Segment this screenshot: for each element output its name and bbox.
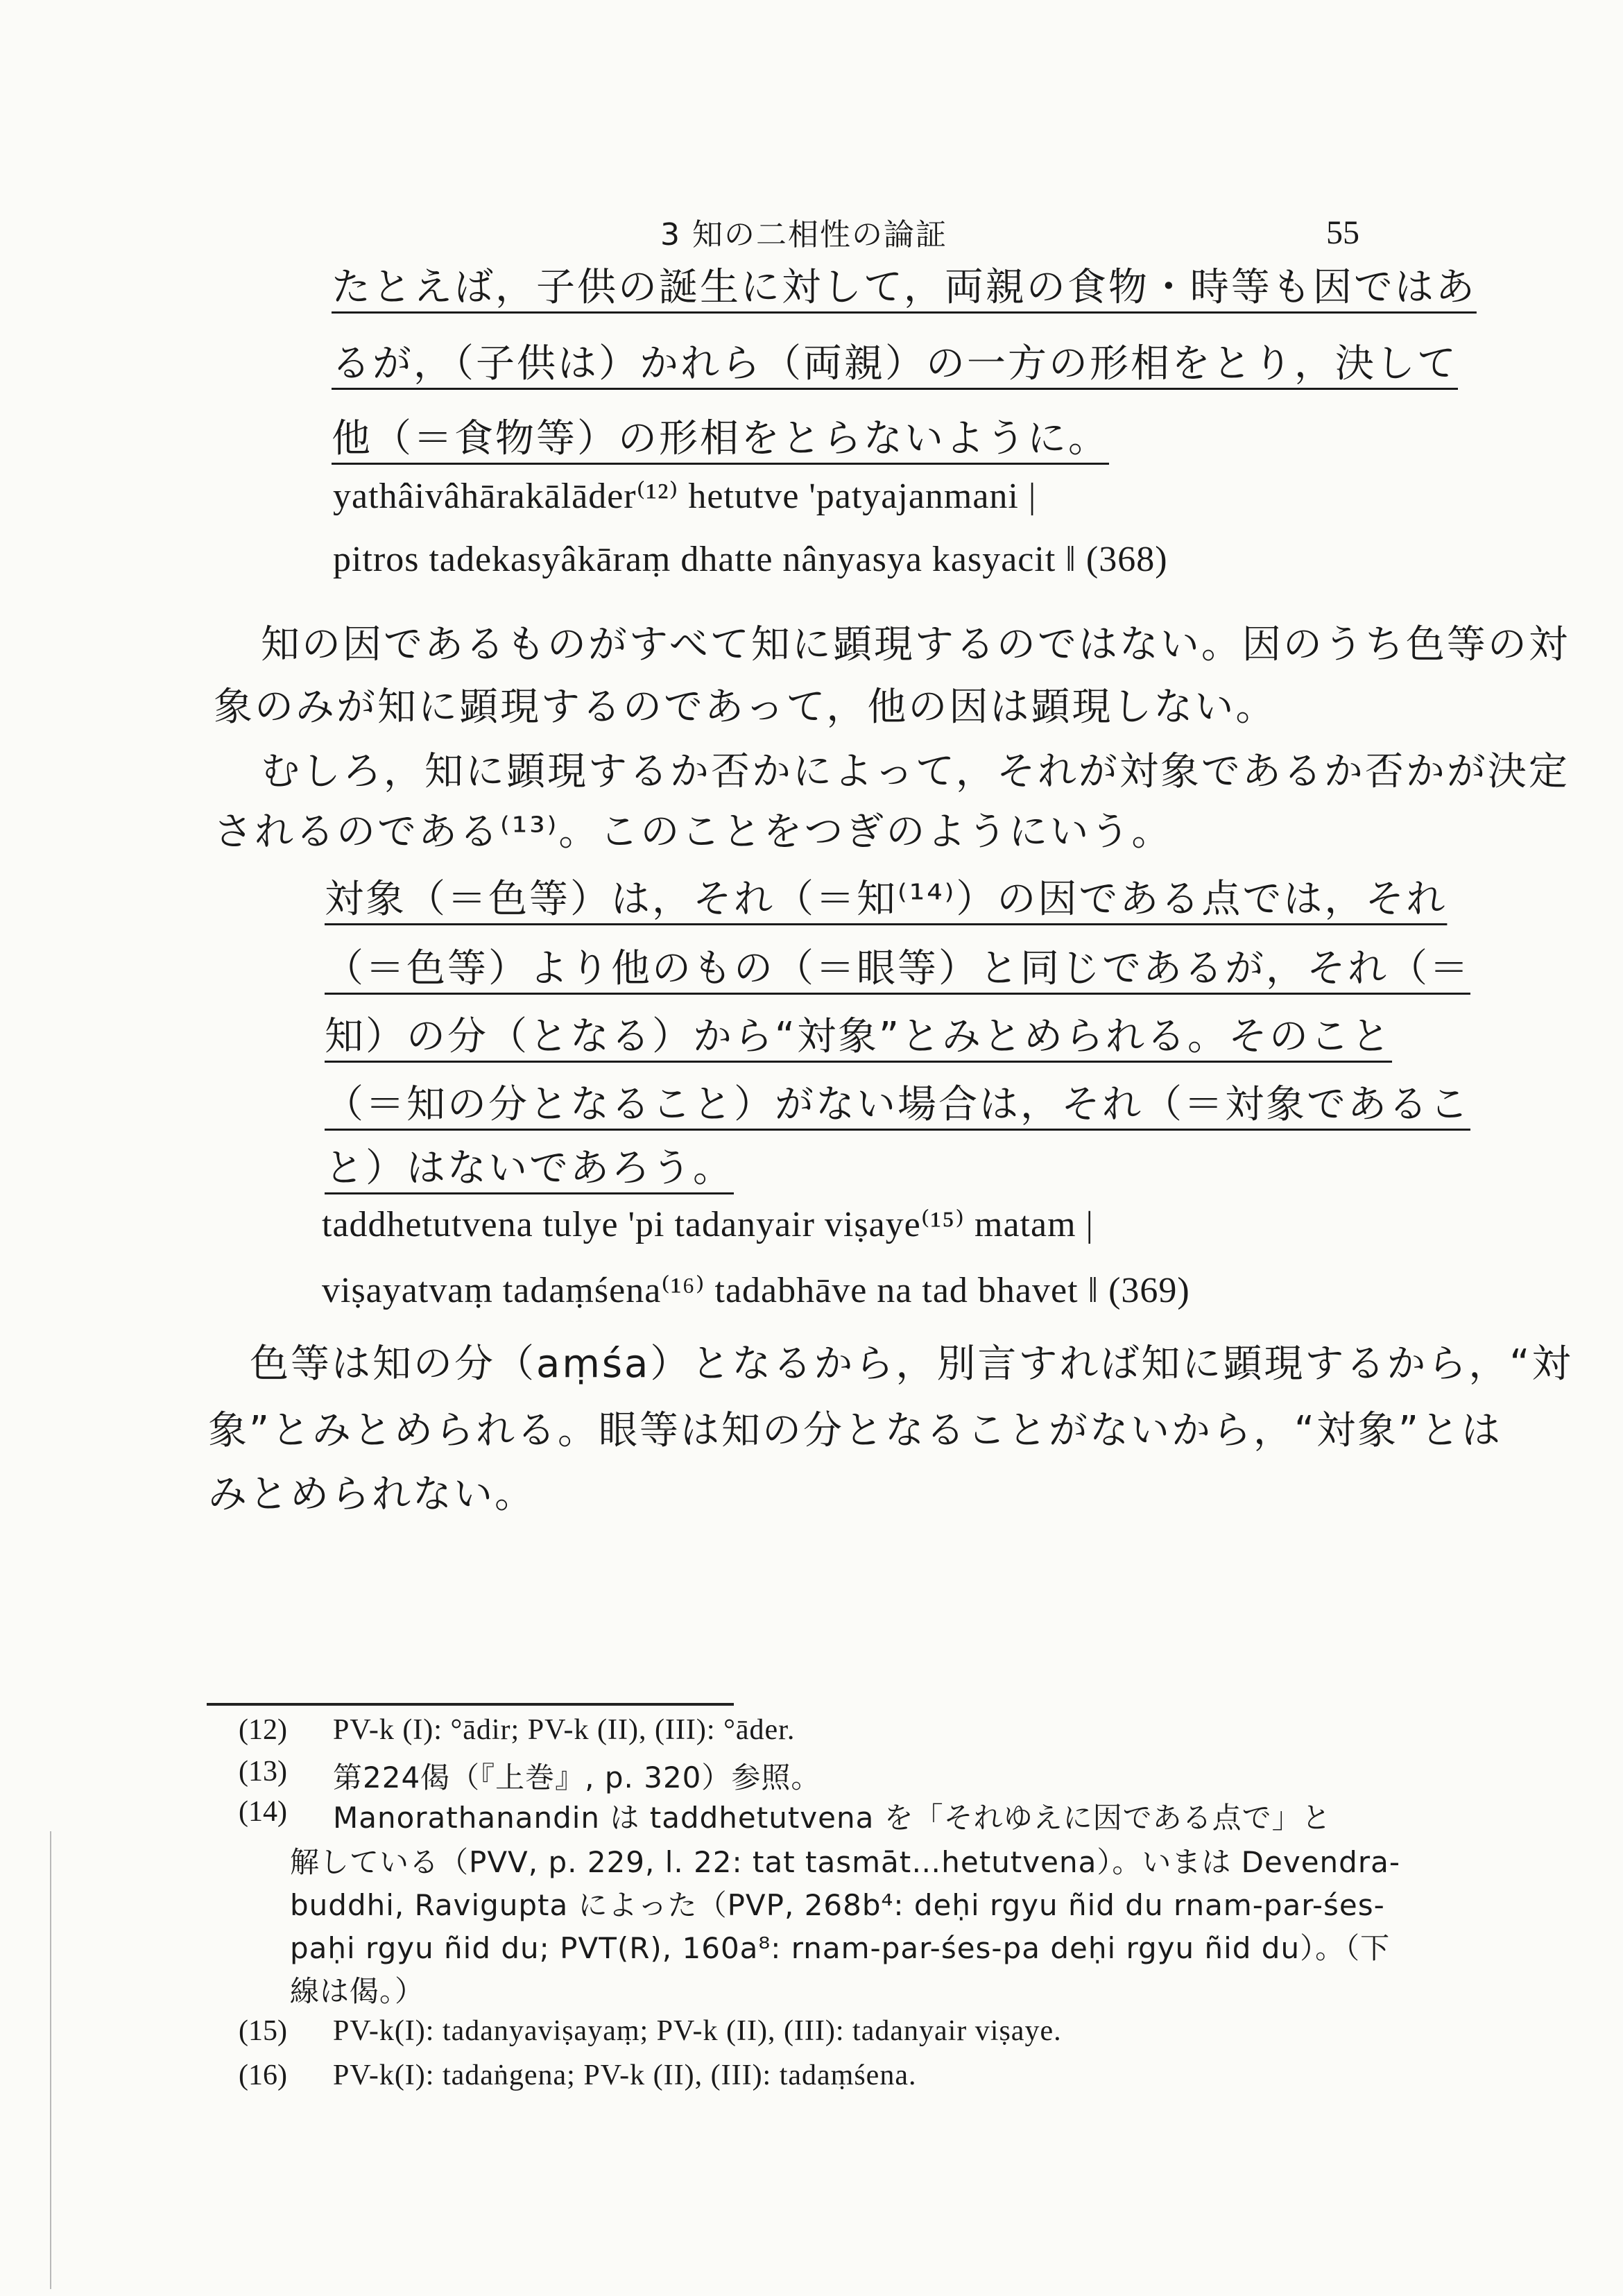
- footnote-14-line-4: paḥi rgyu ñid du; PVT(R), 160a⁸: rnam-par-śes-pa deḥi rgyu ñid du）。（下: [290, 1931, 1391, 1965]
- footnote-15-number: (15): [239, 2015, 287, 2047]
- footnote-14-number: (14): [239, 1796, 287, 1828]
- paragraph-3-line-2: 象”とみとめられる。眼等は知の分となることがないから，“対象”とは: [208, 1408, 1503, 1453]
- underlined-line-3: 他（＝食物等）の形相をとらないように。: [332, 416, 1109, 461]
- paragraph-3-line-1: 色等は知の分（aṃśa）となるから，別言すれば知に顕現するから，“対: [250, 1342, 1573, 1387]
- footnote-13-number: (13): [239, 1756, 287, 1788]
- underlined-line-8: と）はないであろう。: [325, 1146, 734, 1191]
- footnote-divider: [207, 1703, 734, 1706]
- running-head: 3 知の二相性の論証: [660, 217, 947, 252]
- paragraph-1-line-1: 知の因であるものがすべて知に顕現するのではない。因のうち色等の対: [261, 622, 1570, 667]
- verse-369-line-2: viṣayatvaṃ tadaṃśena⁽¹⁶⁾ tadabhāve na tad bhavet ‖ (369): [322, 1271, 1190, 1310]
- footnote-16-number: (16): [239, 2059, 287, 2091]
- verse-368-line-1: yathâivâhārakālāder⁽¹²⁾ hetutve 'patyajanmani |: [333, 477, 1037, 516]
- underlined-line-5: （＝色等）より他のもの（＝眼等）と同じであるが，それ（＝: [325, 946, 1470, 991]
- footnote-14-line-5: 線は偈。）: [290, 1974, 425, 2008]
- underlined-line-7: （＝知の分となること）がない場合は，それ（＝対象であるこ: [325, 1082, 1470, 1127]
- footnote-16-text: PV-k(I): tadaṅgena; PV-k (II), (III): tadaṃśena.: [333, 2059, 917, 2091]
- footnote-14-line-3: buddhi, Ravigupta によった（PVP, 268b⁴: deḥi rgyu ñid du rnam-par-śes-: [290, 1888, 1385, 1922]
- underlined-line-1: たとえば，子供の誕生に対して，両親の食物・時等も因ではあ: [332, 265, 1477, 310]
- underlined-line-4: 対象（＝色等）は，それ（＝知⁽¹⁴⁾）の因である点では，それ: [325, 877, 1448, 922]
- footnote-12-text: PV-k (I): °ādir; PV-k (II), (III): °āder.: [333, 1714, 796, 1746]
- verse-368-line-2: pitros tadekasyâkāraṃ dhatte nânyasya kasyacit ‖ (368): [333, 540, 1168, 579]
- footnote-12-number: (12): [239, 1714, 287, 1746]
- footnote-14-line-1: Manorathanandin は taddhetutvena を「それゆえに因である点で」と: [333, 1801, 1332, 1835]
- paragraph-2-line-1: むしろ，知に顕現するか否かによって，それが対象であるか否かが決定: [261, 749, 1570, 794]
- underlined-line-6: 知）の分（となる）から“対象”とみとめられる。そのこと: [325, 1014, 1393, 1059]
- paragraph-1-line-2: 象のみが知に顕現するのであって，他の因は顕現しない。: [214, 685, 1277, 730]
- footnote-14-line-2: 解している（PVV, p. 229, l. 22: tat tasmāt…hetutvena）。いまは Devendra-: [290, 1845, 1400, 1879]
- footnote-15-text: PV-k(I): tadanyaviṣayaṃ; PV-k (II), (III): tadanyair viṣaye.: [333, 2015, 1062, 2047]
- page-number: 55: [1326, 214, 1359, 251]
- paragraph-3-line-3: みとめられない。: [208, 1472, 535, 1517]
- underlined-line-2: るが，（子供は）かれら（両親）の一方の形相をとり，決して: [332, 341, 1458, 386]
- footnote-13-text: 第224偈（『上巻』, p. 320）参照。: [333, 1760, 821, 1794]
- paragraph-2-line-2: されるのである⁽¹³⁾。このことをつぎのようにいう。: [214, 809, 1173, 855]
- verse-369-line-1: taddhetutvena tulye 'pi tadanyair viṣaye⁽¹⁵⁾ matam |: [322, 1205, 1094, 1244]
- scan-margin-line: [50, 1831, 51, 2289]
